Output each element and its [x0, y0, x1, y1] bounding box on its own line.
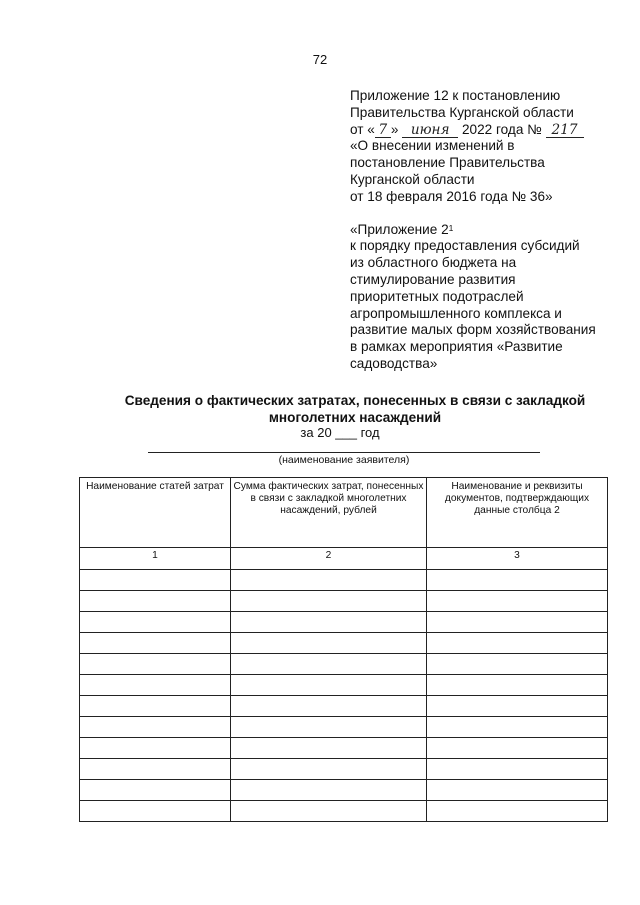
table-blank-cell[interactable]: [427, 801, 608, 822]
table-blank-cell[interactable]: [80, 654, 231, 675]
table-blank-cell[interactable]: [80, 696, 231, 717]
table-blank-cell[interactable]: [80, 633, 231, 654]
table-blank-cell[interactable]: [231, 738, 427, 759]
header-line-6: Курганской области: [350, 171, 475, 187]
handwritten-number: 217: [546, 124, 584, 138]
table-blank-cell[interactable]: [231, 717, 427, 738]
table-blank-cell[interactable]: [80, 675, 231, 696]
expenses-table: [79, 477, 608, 822]
table-blank-row: [80, 738, 608, 759]
table-blank-row: [80, 654, 608, 675]
page-number: 72: [312, 52, 328, 67]
table-blank-cell[interactable]: [231, 780, 427, 801]
table-blank-cell[interactable]: [231, 570, 427, 591]
table-blank-cell[interactable]: [80, 612, 231, 633]
header-block: [350, 88, 620, 373]
table-blank-cell[interactable]: [80, 717, 231, 738]
table-blank-row: [80, 696, 608, 717]
table-blank-cell[interactable]: [427, 738, 608, 759]
table-blank-cell[interactable]: [427, 717, 608, 738]
column-number: 2: [231, 548, 427, 570]
table-blank-row: [80, 570, 608, 591]
column-number: 3: [427, 548, 608, 570]
table-blank-cell[interactable]: [231, 675, 427, 696]
annex-line: в рамках мероприятия «Развитие: [350, 339, 563, 355]
date-prefix: от «: [350, 121, 375, 137]
table-blank-cell[interactable]: [231, 633, 427, 654]
table-blank-cell[interactable]: [427, 612, 608, 633]
table-blank-cell[interactable]: [80, 759, 231, 780]
table-blank-cell[interactable]: [231, 654, 427, 675]
form-title-line-2: многолетних насаждений: [268, 409, 442, 425]
header-date-line: [350, 122, 620, 139]
table-blank-row: [80, 633, 608, 654]
table-blank-cell[interactable]: [231, 696, 427, 717]
applicant-caption: (наименование заявителя): [278, 454, 410, 466]
annex-line: садоводства»: [350, 355, 438, 371]
table-blank-row: [80, 780, 608, 801]
table-blank-cell[interactable]: [427, 570, 608, 591]
handwritten-month: июня: [402, 124, 458, 138]
table-blank-cell[interactable]: [231, 759, 427, 780]
table-blank-cell[interactable]: [80, 780, 231, 801]
table-blank-cell[interactable]: [80, 591, 231, 612]
table-blank-row: [80, 801, 608, 822]
table-blank-row: [80, 591, 608, 612]
table-blank-row: [80, 675, 608, 696]
table-blank-row: [80, 759, 608, 780]
header-line-5: постановление Правительства: [350, 155, 545, 171]
annex-title: «Приложение $2^1$: [350, 221, 454, 237]
form-title-line-1: Сведения о фактических затратах, понесенных в связи с закладкой: [124, 393, 586, 408]
form-title: [100, 393, 610, 426]
table-blank-row: [80, 612, 608, 633]
table-blank-cell[interactable]: [427, 759, 608, 780]
date-year-text: 2022 года №: [461, 121, 542, 137]
annex-line: к порядку предоставления субсидий: [350, 238, 580, 254]
annex-line: развитие малых форм хозяйствования: [350, 322, 596, 338]
header-line-7: от 18 февраля 2016 года № 36»: [350, 188, 553, 204]
table-blank-cell[interactable]: [231, 612, 427, 633]
annex-line: стимулирование развития: [350, 271, 516, 287]
table-blank-cell[interactable]: [231, 801, 427, 822]
column-number: 1: [80, 548, 231, 570]
annex-line: агропромышленного комплекса и: [350, 305, 562, 321]
table-blank-cell[interactable]: [80, 738, 231, 759]
header-line-1: Приложение 12 к постановлению: [350, 88, 561, 103]
table-header-row: [80, 478, 608, 548]
header-line-4: «О внесении изменений в: [350, 138, 515, 154]
header-line-2: Правительства Курганской области: [350, 104, 574, 120]
annex-line: приоритетных подотраслей: [350, 288, 524, 304]
table-blank-cell[interactable]: [427, 654, 608, 675]
annex-line: из областного бюджета на: [350, 255, 517, 271]
column-header-actual-costs: Сумма фактических затрат, понесенных в связи с закладкой многолетних насаждений, рублей: [231, 478, 427, 548]
table-blank-cell[interactable]: [231, 591, 427, 612]
column-header-documents: Наименование и реквизиты документов, подтверждающих данные столбца 2: [427, 478, 608, 548]
annex-title-superscript: 1: [448, 222, 454, 233]
table-blank-cell[interactable]: [427, 591, 608, 612]
table-column-numbers-row: [80, 548, 608, 570]
handwritten-day: 7: [375, 124, 391, 138]
form-subtitle: за 20 ___ год: [300, 425, 380, 440]
table-blank-cell[interactable]: [427, 675, 608, 696]
date-mid: »: [390, 121, 399, 137]
table-blank-row: [80, 717, 608, 738]
table-blank-cell[interactable]: [80, 570, 231, 591]
table-blank-cell[interactable]: [427, 696, 608, 717]
table-blank-cell[interactable]: [427, 780, 608, 801]
table-blank-cell[interactable]: [80, 801, 231, 822]
table-blank-cell[interactable]: [427, 633, 608, 654]
column-header-cost-items: Наименование статей затрат: [80, 478, 231, 548]
applicant-name-line: [148, 452, 540, 453]
